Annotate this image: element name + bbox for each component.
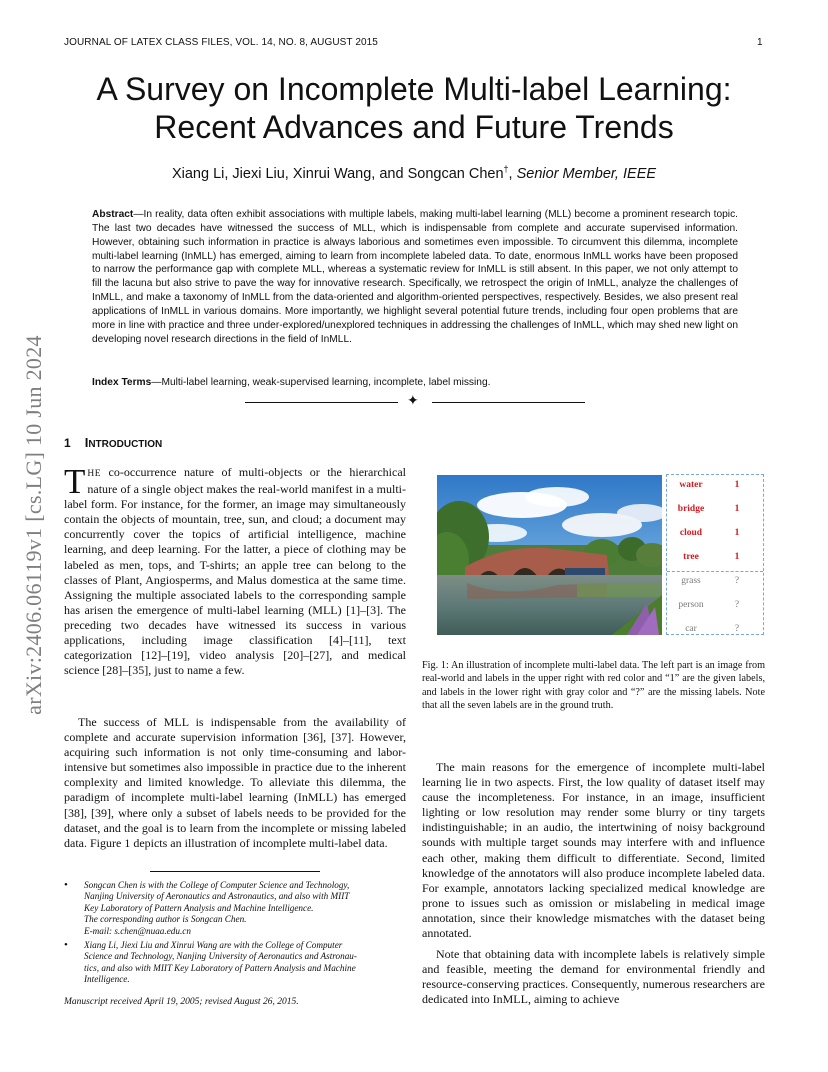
abstract-label: Abstract <box>92 209 134 220</box>
arxiv-stamp <box>14 290 54 760</box>
intro-paragraph-2: The success of MLL is indispensable from the availability of complete and accurate supervision information [36], [37]. However, acquiring such information is not only time-consuming and labor-intensive but sometimes also impossible in practice due to the inherent complexity and limited knowledge. To alleviate this dilemma, the paradigm of incomplete multi-label learning (InMLL) has emerged [38], [39], where only a subset of labels needs to be provided for the dataset, and the goal is to learn from the incomplete or missing labeled data. Figure 1 depicts an illustration of incomplete multi-label data. <box>64 715 406 850</box>
divider-star-icon: ✦ <box>407 394 419 409</box>
bridge-photo <box>437 475 662 635</box>
paragraph-1-text: co-occurrence nature of multi-objects or the hierarchical nature of a single object makes the real-world manifest in a multi-label form. For instance, for the former, an image may simultaneously contain the objects of mountain, tree, sun, and cloud; a document may concurrently cover the topics of artificial intelligence, machine learning, and deep learning. For the latter, a piece of clothing may be labeled as men, tops, and T-shirts; an apple tree can belong to the classes of Plant, Angiosperms, and Malus domestica at the same time. Assigning the multiple associated labels to the corresponding sample has arisen the emergence of multi-label learning (MLL) [1]–[3]. The preceding two decades have witnessed its success in various applications, including image classification [4]–[11], text categorization [12]–[19], video analysis [20]–[27], and medical science [28]–[35], just to name a few. <box>64 465 406 678</box>
index-terms-label: Index Terms <box>92 377 152 388</box>
index-terms-text: —Multi-label learning, weak-supervised learning, incomplete, label missing. <box>151 377 491 388</box>
intro-paragraph-4: Note that obtaining data with incomplete labels is relatively simple and feasible, meeting the demand for environmental friendly and resource-conserving practices. Consequently, numerous researchers are dedicated into InMLL, aiming to achieve <box>422 947 765 1007</box>
manuscript-note: Manuscript received April 19, 2005; revised August 26, 2015. <box>64 997 299 1007</box>
section-divider <box>245 394 585 412</box>
footnote-line: The corresponding author is Songcan Chen. <box>84 914 247 925</box>
label-value: 1 <box>734 528 740 538</box>
footnote-line: Intelligence. <box>84 974 130 985</box>
section-title-rest: NTRODUCTION <box>88 439 163 450</box>
footnote-item <box>64 940 406 986</box>
drop-cap: T <box>64 462 86 501</box>
label-value: 1 <box>734 552 740 562</box>
label-panel <box>666 474 764 635</box>
lead-smallcaps: HE <box>87 469 102 479</box>
paper-title <box>64 70 764 146</box>
author-names: Xiang Li, Jiexi Liu, Xinrui Wang, and Songcan Chen <box>171 165 504 182</box>
footnote-line: • Xiang Li, Jiexi Liu and Xinrui Wang are with the College of Computer <box>84 940 343 951</box>
footnote-line: Key Laboratory of Pattern Analysis and Machine Intelligence. <box>84 902 314 913</box>
abstract-text: —In reality, data often exhibit associations with multiple labels, making multi-label learning (MLL) become a prominent research topic. The last two decades have witnessed the success of MLL, which is indispensable from complete and accurate supervised information. However, obtaining such information in practice is always laborious and sometimes even impossible. To circumvent this dilemma, incomplete multi-label learning (InMLL) has emerged, aiming to learn from incomplete labeled data. To date, enormous InMLL works have been proposed to narrow the performance gap with complete MLL, whereas a systematic review for InMLL is still absent. In this paper, we not only attempt to fill the lacuna but also strive to pave the way for innovative research. Specifically, we retrospect the origin of InMLL, analyze the challenges of InMLL, and make a taxonomy of InMLL from the data-oriented and algorithm-oriented perspectives, respectively. Besides, we also present real applications of InMLL in various domains. More importantly, we highlight several potential future trends, including four open problems that are more in line with practice and three under-explored/unexplored techniques in addressing the challenges of InMLL, which may shed new light on developing novel research directions in the field of InMLL. <box>92 209 738 345</box>
intro-paragraph-1 <box>64 462 406 678</box>
author-list: Xiang Li, Jiexi Liu, Xinrui Wang, and Songcan Chen†, Senior Member, IEEE <box>171 164 657 182</box>
label-value: ? <box>734 576 740 586</box>
label-row-grass <box>667 571 763 595</box>
label-row-car <box>667 619 763 643</box>
abstract <box>92 208 738 346</box>
label-value: 1 <box>734 504 740 514</box>
section-heading <box>64 435 162 450</box>
footnote-line: E-mail: s.chen@nuaa.edu.cn <box>84 925 191 936</box>
footnote-rule <box>150 871 320 872</box>
journal-name: JOURNAL OF LATEX CLASS FILES, VOL. 14, NO. 8, AUGUST 2015 <box>64 37 378 48</box>
label-value: ? <box>734 624 740 634</box>
footnote-line: Nanjing University of Aeronautics and Astronautics, and also with MIIT <box>84 891 350 902</box>
footnote-line: Science and Technology, Nanjing University of Aeronautics and Astronau- <box>84 951 357 962</box>
footnote-line: tics, and also with MIIT Key Laboratory of Pattern Analysis and Machine <box>84 962 356 973</box>
section-number: 1 <box>64 436 71 450</box>
label-value: ? <box>734 600 740 610</box>
title-line-1: A Survey on Incomplete Multi-label Learning: <box>96 71 732 107</box>
label-name: bridge <box>677 504 705 514</box>
label-row-cloud <box>667 523 763 547</box>
label-row-person <box>667 595 763 619</box>
page-number: 1 <box>757 37 763 48</box>
footnote-item <box>64 880 406 937</box>
label-row-bridge <box>667 499 763 523</box>
label-name: car <box>685 624 697 634</box>
index-terms <box>92 376 738 390</box>
divider-line-right <box>432 402 585 403</box>
label-row-tree <box>667 547 763 571</box>
label-name: cloud <box>679 528 703 538</box>
dagger-mark: † <box>503 164 509 174</box>
label-name: tree <box>683 552 699 562</box>
running-header <box>64 37 378 48</box>
intro-paragraph-3: The main reasons for the emergence of incomplete multi-label learning lie in two aspects. First, the low quality of dataset itself may cause the incompleteness. For instance, in an image, insufficient lighting or low resolution may render some blurry or tiny targets indistinguishable; in an audio, the intertwining of noisy background sounds with multiple target sounds may interfere with and influence each other, making them difficult to differentiate. Second, limited knowledge of the annotators will also produce incomplete labeled data. For example, annotators lacking specialized medical knowledge are prone to issues such as omission or mislabeling in medical image annotation, since their knowledge mismatches with the dataset being annotated. <box>422 760 765 941</box>
section-title-initial: I <box>84 435 89 450</box>
label-name: person <box>678 600 704 610</box>
label-name: grass <box>681 576 701 586</box>
footnote-line: • Songcan Chen is with the College of Computer Science and Technology, <box>84 880 350 890</box>
label-row-water <box>667 475 763 499</box>
label-name: water <box>679 480 703 490</box>
label-value: 1 <box>734 480 740 490</box>
title-line-2: Recent Advances and Future Trends <box>154 109 674 145</box>
divider-line-left <box>245 402 398 403</box>
author-membership: Senior Member, IEEE <box>516 165 657 182</box>
footnotes <box>64 880 406 989</box>
figure-caption: Fig. 1: An illustration of incomplete multi-label data. The left part is an image from real-world and labels in the upper right with red color and “1” are the given labels, and labels in the lower right with gray color and “?” are the missing labels. Note that all the seven labels are in the ground truth. <box>422 660 765 711</box>
arxiv-identifier: arXiv:2406.06119v1 [cs.LG] 10 Jun 2024 <box>21 335 46 715</box>
figure-1 <box>437 474 765 637</box>
